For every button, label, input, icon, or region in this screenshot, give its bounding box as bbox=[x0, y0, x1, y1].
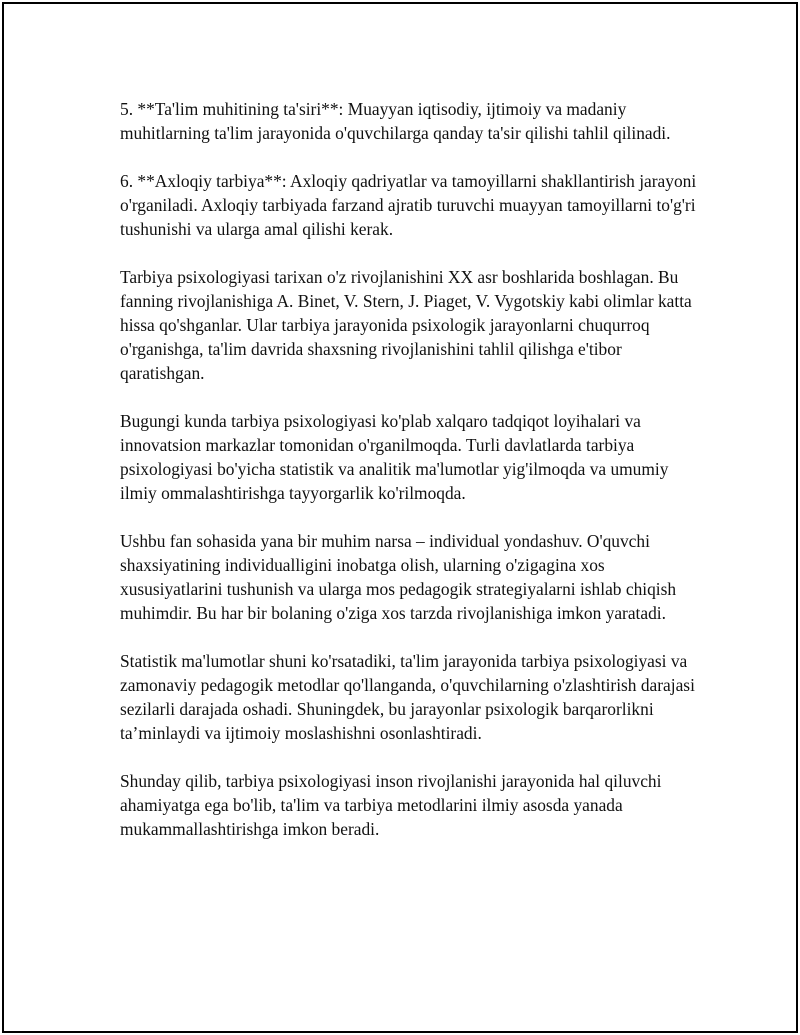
paragraph-xulosa: Shunday qilib, tarbiya psixologiyasi inson rivojlanishi jarayonida hal qiluvchi ahamiyatga ega bo'lib, ta'lim va tarbiya metodlarini ilmiy asosda yanada mukammallashtirishga imkon beradi. bbox=[120, 771, 662, 839]
paragraph-statistik-malumotlar: Statistik ma'lumotlar shuni ko'rsatadiki, ta'lim jarayonida tarbiya psixologiyasi va zamonaviy pedagogik metodlar qo'llanganda, o'quvchilarning o'zlashtirish darajasi sezilarli darajada oshadi. Shuningdek, bu jarayonlar psixologik barqarorlikni ta’minlaydi va ijtimoiy moslashishni osonlashtiradi. bbox=[120, 651, 695, 743]
paragraph-axloqiy-tarbiya: 6. **Axloqiy tarbiya**: Axloqiy qadriyatlar va tamoyillarni shakllantirish jarayoni o'rganiladi. Axloqiy tarbiyada farzand ajratib turuvchi muayyan tamoyillarni to'g'ri tushunishi va ularga amal qilishi kerak. bbox=[120, 171, 697, 239]
page-frame bbox=[2, 2, 798, 1033]
paragraph-bugungi-kunda: Bugungi kunda tarbiya psixologiyasi ko'plab xalqaro tadqiqot loyihalari va innovatsion markazlar tomonidan o'rganilmoqda. Turli davlatlarda tarbiya psixologiyasi bo'yicha statistik va analitik ma'lumotlar yig'ilmoqda va umumiy ilmiy ommalashtirishga tayyorgarlik ko'rilmoqda. bbox=[120, 411, 669, 503]
paragraph-individual-yondashuv: Ushbu fan sohasida yana bir muhim narsa – individual yondashuv. O'quvchi shaxsiyatining individualligini inobatga olish, ularning o'zigagina xos xususiyatlarini tushunish va ularga mos pedagogik strategiyalarni ishlab chiqish muhimdir. Bu har bir bolaning o'ziga xos tarzda rivojlanishiga imkon yaratadi. bbox=[120, 531, 677, 623]
document-body bbox=[120, 97, 700, 865]
paragraph-tarix: Tarbiya psixologiyasi tarixan o'z rivojlanishini XX asr boshlarida boshlagan. Bu fanning rivojlanishiga A. Binet, V. Stern, J. Piaget, V. Vygotskiy kabi olimlar katta hissa qo'shganlar. Ular tarbiya jarayonida psixologik jarayonlarni chuqurroq o'rganishga, ta'lim davrida shaxsning rivojlanishini tahlil qilishga e'tibor qaratishgan. bbox=[120, 267, 692, 383]
paragraph-talim-muhiti: 5. **Ta'lim muhitining ta'siri**: Muayyan iqtisodiy, ijtimoiy va madaniy muhitlarning ta'lim jarayonida o'quvchilarga qanday ta'sir qilishi tahlil qilinadi. bbox=[120, 99, 671, 143]
